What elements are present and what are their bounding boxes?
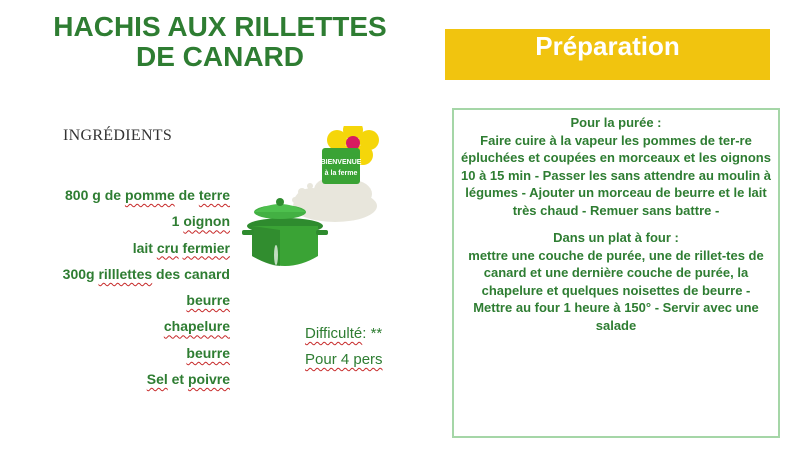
- ingredients-list: [20, 184, 230, 394]
- ingredient-item: 1 oignon: [171, 213, 230, 230]
- section-text: mettre une couche de purée, une de rillet-tes de canard et une dernière couche de purée, la chapelure et quelques noisettes de beurre -: [468, 247, 764, 298]
- bienvenue-a-la-ferme-logo: [240, 126, 380, 286]
- section-title: Pour la purée :: [570, 115, 662, 130]
- difficulty-label: Difficulté: [305, 325, 363, 342]
- sign-icon: [322, 148, 360, 184]
- section-text: Mettre au four 1 heure à 150° - Servir avec une salade: [473, 300, 759, 333]
- ingredient-item: 800 g de pomme de terre: [65, 187, 230, 203]
- preparation-box: [452, 108, 780, 438]
- ingredient-item: beurre: [186, 292, 230, 309]
- logo-text-2: à la ferme: [324, 170, 358, 177]
- difficulty-value: : **: [362, 325, 383, 342]
- ingredient-item: Sel et poivre: [146, 371, 230, 388]
- difficulty: [305, 321, 383, 347]
- ingredient-item: 300g rilllettes des canard: [62, 265, 230, 282]
- preparation-title: Préparation: [535, 31, 680, 61]
- ingredient-item: beurre: [186, 344, 230, 361]
- section-title: Dans un plat à four :: [553, 230, 679, 245]
- title-line-1: HACHIS AUX RILLETTES: [53, 11, 387, 42]
- section-text: Faire cuire à la vapeur les pommes de ter-re épluchées et coupées en morceaux et les oignons 10 à 15 min - Passer les sans attendre au moulin à légumes - Ajouter un morceau de beurre et le lait très chaud - Remuer sans battre -: [461, 132, 771, 218]
- title-line-2: DE CANARD: [136, 41, 304, 72]
- servings: Pour 4 pers: [305, 351, 383, 368]
- logo-text-1: BIENVENUE: [320, 159, 362, 166]
- ingredient-item: lait cru fermier: [132, 239, 230, 256]
- steam-cloud-icon: [293, 178, 377, 222]
- recipe-meta: [305, 321, 383, 373]
- ingredient-item: chapelure: [163, 318, 230, 335]
- recipe-title: [40, 12, 400, 72]
- ingredients-heading: INGRÉDIENTS: [63, 127, 173, 144]
- preparation-banner: [445, 29, 770, 80]
